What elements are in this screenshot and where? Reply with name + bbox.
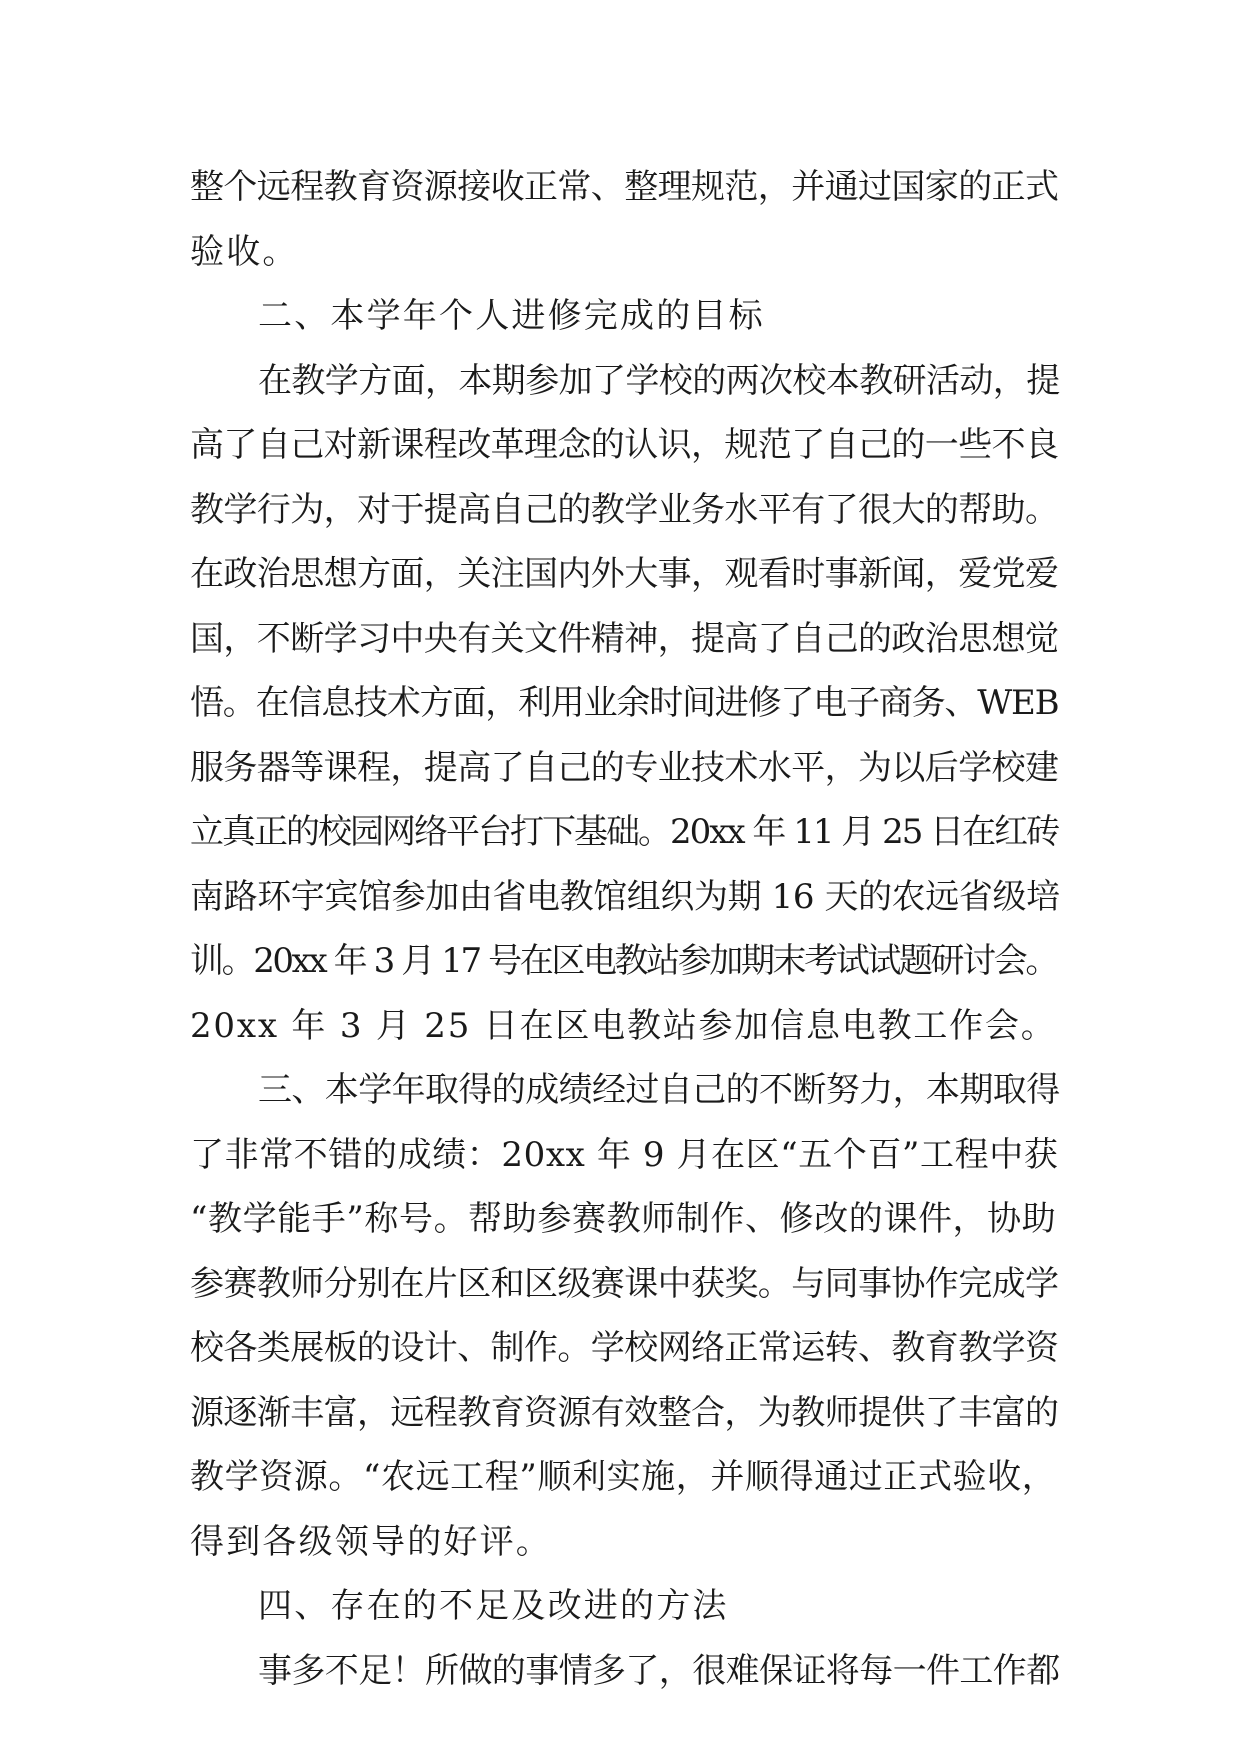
document-line: 高了自己对新课程改革理念的认识，规范了自己的一些不良 — [190, 425, 1059, 465]
document-line: 三、本学年取得的成绩经过自己的不断努力，本期取得 — [258, 1070, 1060, 1110]
document-line: 参赛教师分别在片区和区级赛课中获奖。与同事协作完成学 — [190, 1263, 1059, 1304]
document-line: 教学资源。“农远工程”顺利实施，并顺得通过正式验收， — [190, 1457, 1057, 1497]
document-line: 教学行为，对于提高自己的教学业务水平有了很大的帮助。 — [190, 489, 1059, 530]
document-line: 训。20xx 年 3 月 17 号在区电教站参加期末考试试题研讨会。 — [190, 941, 1057, 981]
document-line: 服务器等课程，提高了自己的专业技术水平，为以后学校建 — [190, 747, 1059, 788]
document-line: 校各类展板的设计、制作。学校网络正常运转、教育教学资 — [190, 1328, 1059, 1368]
document-line: “教学能手”称号。帮助参赛教师制作、修改的课件，协助 — [190, 1199, 1057, 1239]
document-line: 国，不断学习中央有关文件精神，提高了自己的政治思想觉 — [190, 618, 1059, 659]
document-line: 验收。 — [190, 231, 299, 272]
document-line: 事多不足！所做的事情多了，很难保证将每一件工作都 — [258, 1650, 1060, 1691]
document-line: 四、存在的不足及改进的方法 — [258, 1586, 729, 1626]
document-line: 整个远程教育资源接收正常、整理规范，并通过国家的正式 — [190, 167, 1059, 207]
document-line: 二、本学年个人进修完成的目标 — [258, 296, 765, 336]
document-line: 得到各级领导的好评。 — [190, 1521, 552, 1562]
document-line: 源逐渐丰富，远程教育资源有效整合，为教师提供了丰富的 — [190, 1392, 1059, 1433]
document-line: 立真正的校园网络平台打下基础。20xx 年 11 月 25 日在红砖 — [190, 812, 1059, 852]
document-line: 在教学方面，本期参加了学校的两次校本教研活动，提 — [258, 360, 1060, 401]
document-body — [190, 155, 1060, 1703]
document-line: 在政治思想方面，关注国内外大事，观看时事新闻，爱党爱 — [190, 554, 1059, 594]
document-line: 20xx 年 3 月 25 日在区电教站参加信息电教工作会。 — [190, 1005, 1057, 1046]
document-line: 悟。在信息技术方面，利用业余时间进修了电子商务、WEB — [190, 683, 1059, 723]
document-line: 南路环宇宾馆参加由省电教馆组织为期 16 天的农远省级培 — [190, 876, 1060, 917]
document-line: 了非常不错的成绩：20xx 年 9 月在区“五个百”工程中获 — [190, 1134, 1059, 1175]
